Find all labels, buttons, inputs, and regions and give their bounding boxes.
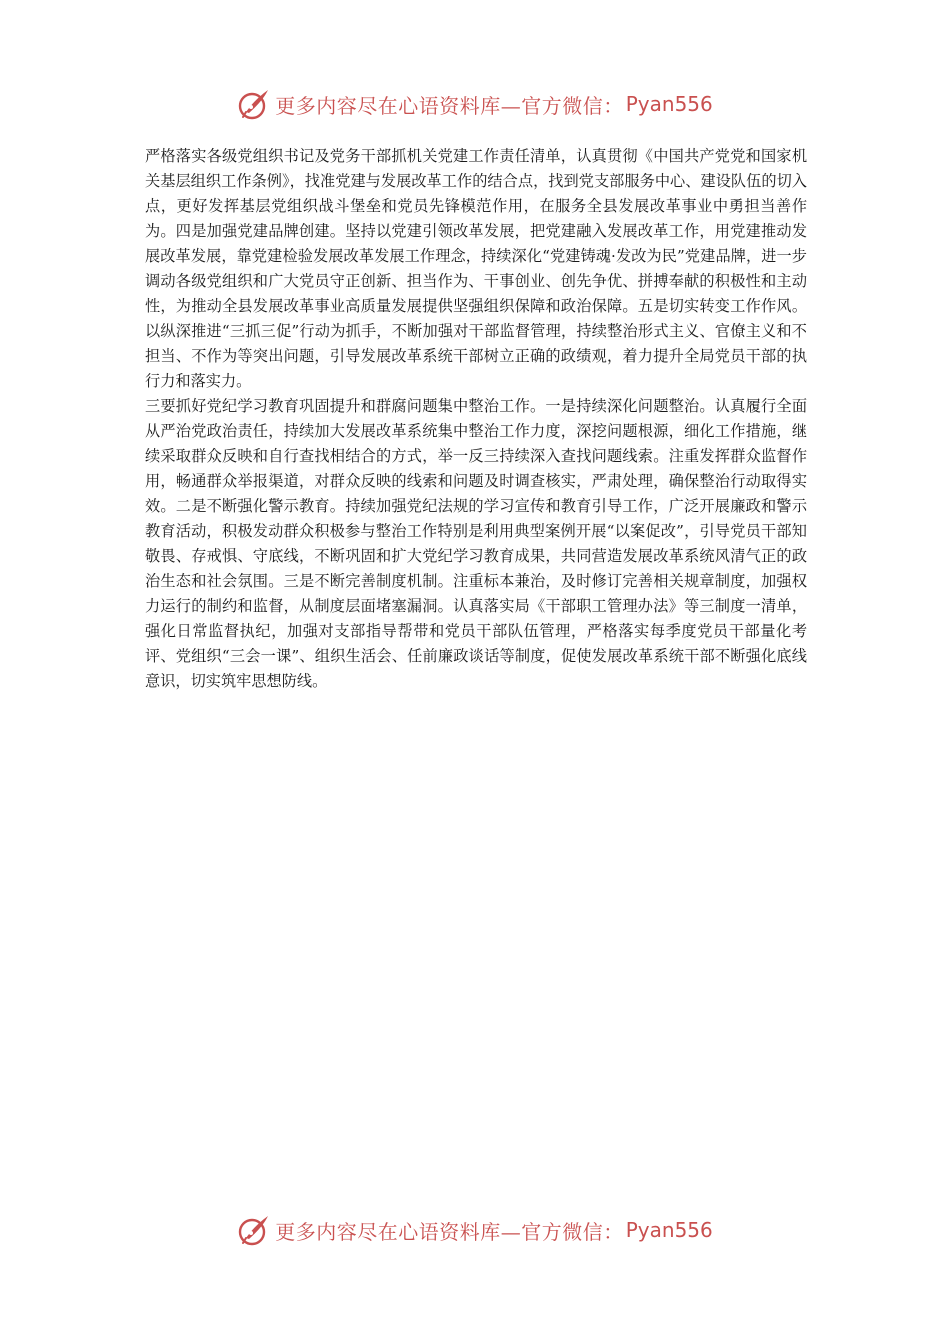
footer-banner: [0, 1210, 950, 1250]
quill-pen-logo-icon: [237, 1213, 271, 1247]
quill-pen-logo-icon: [237, 87, 271, 121]
document-body: [145, 144, 807, 694]
header-banner: [0, 84, 950, 124]
footer-wechat-id: Pyan556: [625, 1218, 713, 1242]
paragraph: 严格落实各级党组织书记及党务干部抓机关党建工作责任清单，认真贯彻《中国共产党党和国家机关基层组织工作条例》，找准党建与发展改革工作的结合点，找到党支部服务中心、建设队伍的切入点，更好发挥基层党组织战斗堡垒和党员先锋模范作用，在服务全县发展改革事业中勇担当善作为。四是加强党建品牌创建。坚持以党建引领改革发展，把党建融入发展改革工作，用党建推动发展改革发展，靠党建检验发展改革发展工作理念，持续深化“党建铸魂·发改为民”党建品牌，进一步调动各级党组织和广大党员守正创新、担当作为、干事创业、创先争优、拼搏奉献的积极性和主动性，为推动全县发展改革事业高质量发展提供坚强组织保障和政治保障。五是切实转变工作作风。以纵深推进“三抓三促”行动为抓手，不断加强对干部监督管理，持续整治形式主义、官僚主义和不担当、不作为等突出问题，引导发展改革系统干部树立正确的政绩观，着力提升全局党员干部的执行力和落实力。: [145, 147, 807, 390]
banner-text: 更多内容尽在心语资料库—官方微信：: [275, 93, 624, 118]
banner-wechat-id: Pyan556: [625, 92, 713, 116]
footer-banner-text: 更多内容尽在心语资料库—官方微信：: [275, 1219, 624, 1244]
paragraph: 三要抓好党纪学习教育巩固提升和群腐问题集中整治工作。一是持续深化问题整治。认真履行全面从严治党政治责任，持续加大发展改革系统集中整治工作力度，深挖问题根源，细化工作措施，继续采取群众反映和自行查找相结合的方式，举一反三持续深入查找问题线索。注重发挥群众监督作用，畅通群众举报渠道，对群众反映的线索和问题及时调查核实，严肃处理，确保整治行动取得实效。二是不断强化警示教育。持续加强党纪法规的学习宣传和教育引导工作，广泛开展廉政和警示教育活动，积极发动群众积极参与整治工作特别是利用典型案例开展“以案促改”，引导党员干部知敬畏、存戒惧、守底线，不断巩固和扩大党纪学习教育成果，共同营造发展改革系统风清气正的政治生态和社会氛围。三是不断完善制度机制。注重标本兼治，及时修订完善相关规章制度，加强权力运行的制约和监督，从制度层面堵塞漏洞。认真落实局《干部职工管理办法》等三制度一清单，强化日常监督执纪，加强对支部指导帮带和党员干部队伍管理，严格落实每季度党员干部量化考评、党组织“三会一课”、组织生活会、任前廉政谈话等制度，促使发展改革系统干部不断强化底线意识，切实筑牢思想防线。: [145, 397, 807, 690]
